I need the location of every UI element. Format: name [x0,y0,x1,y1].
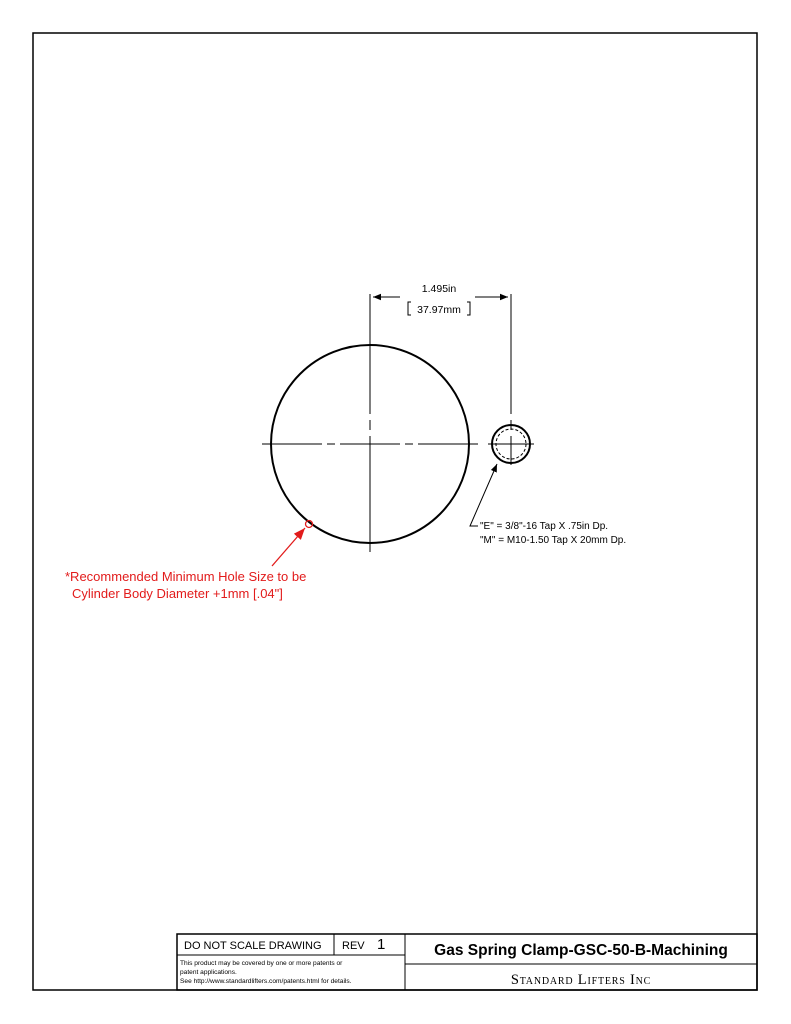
drawing-title: Gas Spring Clamp-GSC-50-B-Machining [434,942,728,959]
tap-callout-line-m: "M" = M10-1.50 Tap X 20mm Dp. [480,535,627,546]
dimension-bracket-right [467,302,470,315]
company-name: Standard Lifters Inc [510,972,652,988]
min-hole-note-line2: Cylinder Body Diameter +1mm [.04"] [72,586,283,601]
dimension-bracket-left [408,302,411,315]
patent-line-2: patent applications. [180,969,237,976]
tapped-hole [488,294,534,465]
min-hole-note [65,521,313,602]
tap-callout-line-e: "E" = 3/8"-16 Tap X .75in Dp. [480,521,609,532]
min-hole-note-line1: *Recommended Minimum Hole Size to be [65,569,307,584]
dimension-1495 [373,283,508,316]
patent-line-3: See http://www.standardlifters.com/patents.html for details. [180,978,352,985]
rev-value: 1 [377,936,386,953]
patent-line-1: This product may be covered by one or more patents or [180,960,343,967]
dimension-value-mm: 37.97mm [417,304,461,316]
sheet-border [33,33,757,990]
do-not-scale-label: DO NOT SCALE DRAWING [184,940,322,952]
title-block [177,934,757,990]
tap-callout [470,464,626,546]
large-bore [262,294,478,552]
rev-label: REV [342,940,365,952]
dimension-value-in: 1.495in [421,283,457,295]
